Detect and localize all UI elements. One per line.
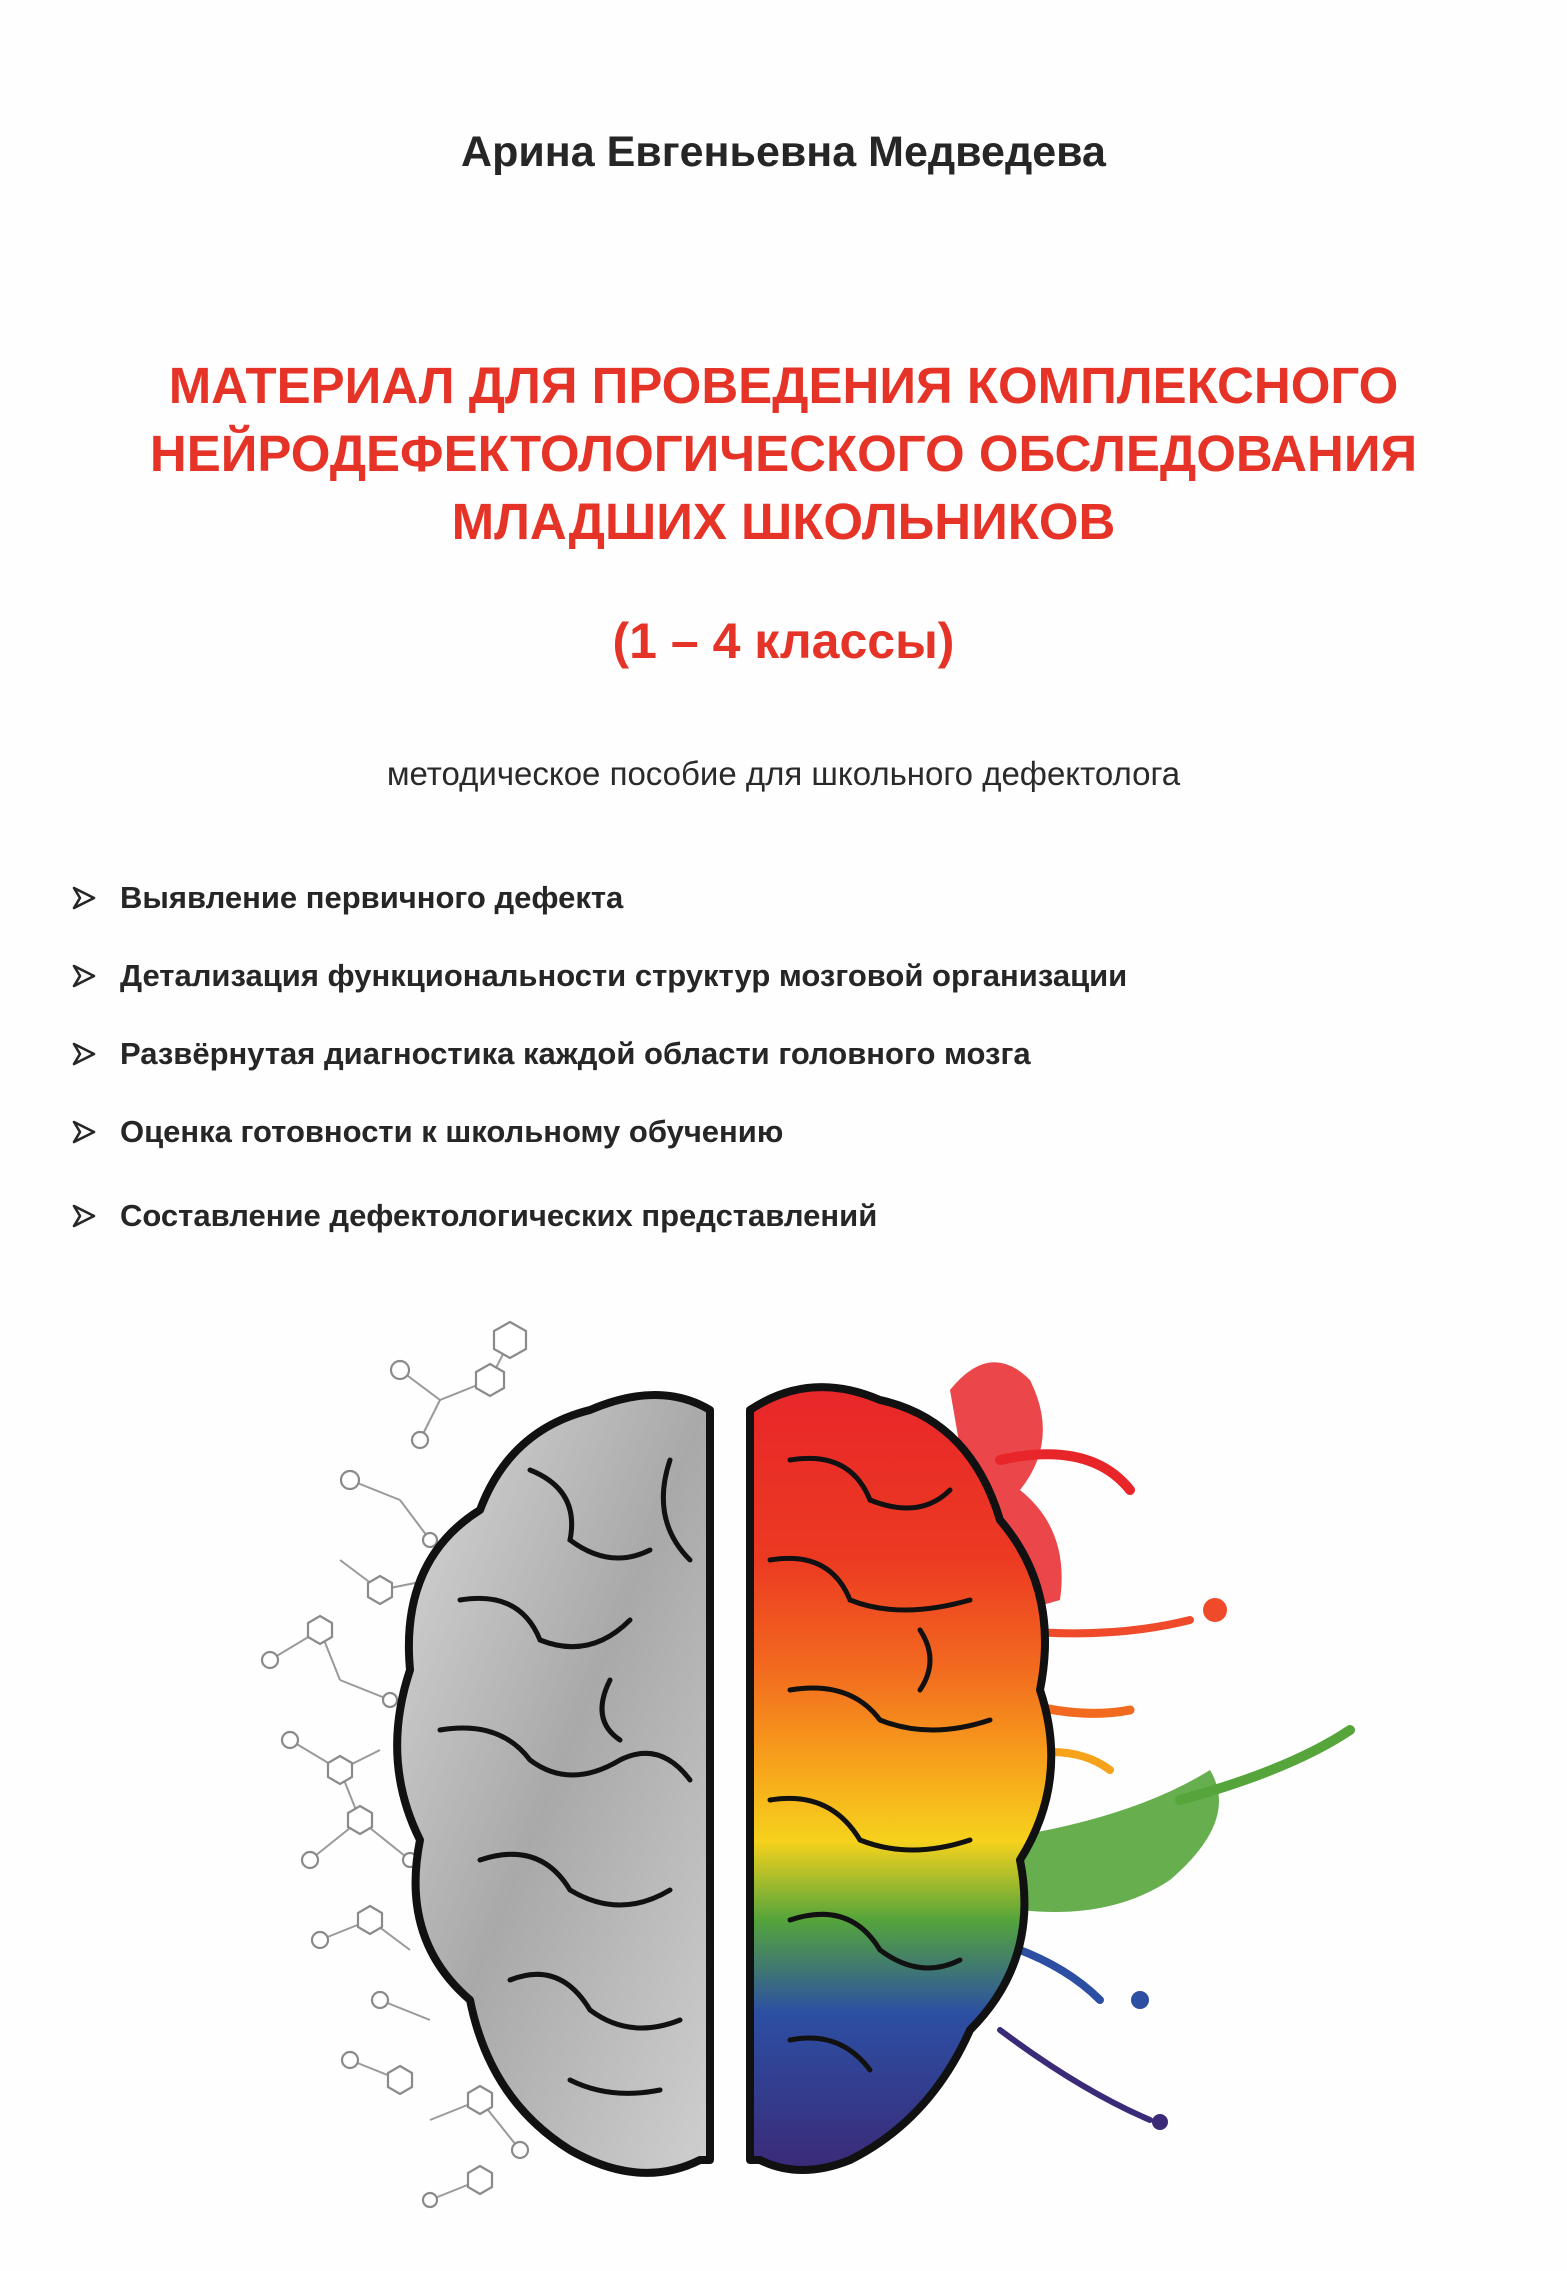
list-item bbox=[70, 1198, 877, 1234]
list-item bbox=[70, 880, 623, 916]
grades-label: (1 – 4 классы) bbox=[612, 613, 955, 669]
author-name: Арина Евгеньевна Медведева bbox=[461, 128, 1106, 176]
list-item-text: Оценка готовности к школьному обучению bbox=[120, 1114, 784, 1149]
list-item-text: Развёрнутая диагностика каждой области головного мозга bbox=[120, 1036, 1031, 1071]
list-item-text: Детализация функциональности структур мозговой организации bbox=[120, 958, 1128, 993]
title-line-2: НЕЙРОДЕФЕКТОЛОГИЧЕСКОГО ОБСЛЕДОВАНИЯ bbox=[149, 425, 1418, 482]
subtitle: методическое пособие для школьного дефектолога bbox=[386, 755, 1181, 792]
title-line-3: МЛАДШИХ ШКОЛЬНИКОВ bbox=[451, 493, 1116, 550]
chevron-arrow-icon bbox=[70, 1041, 100, 1067]
book-title bbox=[0, 352, 1567, 556]
title-line-1: МАТЕРИАЛ ДЛЯ ПРОВЕДЕНИЯ КОМПЛЕКСНОГО bbox=[168, 357, 1399, 414]
chevron-arrow-icon bbox=[70, 1203, 100, 1229]
list-item bbox=[70, 958, 1127, 994]
list-item-text: Выявление первичного дефекта bbox=[120, 880, 624, 915]
list-item bbox=[70, 1036, 1031, 1072]
chevron-arrow-icon bbox=[70, 885, 100, 911]
list-item bbox=[70, 1114, 783, 1150]
chevron-arrow-icon bbox=[70, 1119, 100, 1145]
list-item-text: Составление дефектологических представлений bbox=[120, 1198, 878, 1233]
chevron-arrow-icon bbox=[70, 963, 100, 989]
brain-icon bbox=[230, 1300, 1360, 2260]
